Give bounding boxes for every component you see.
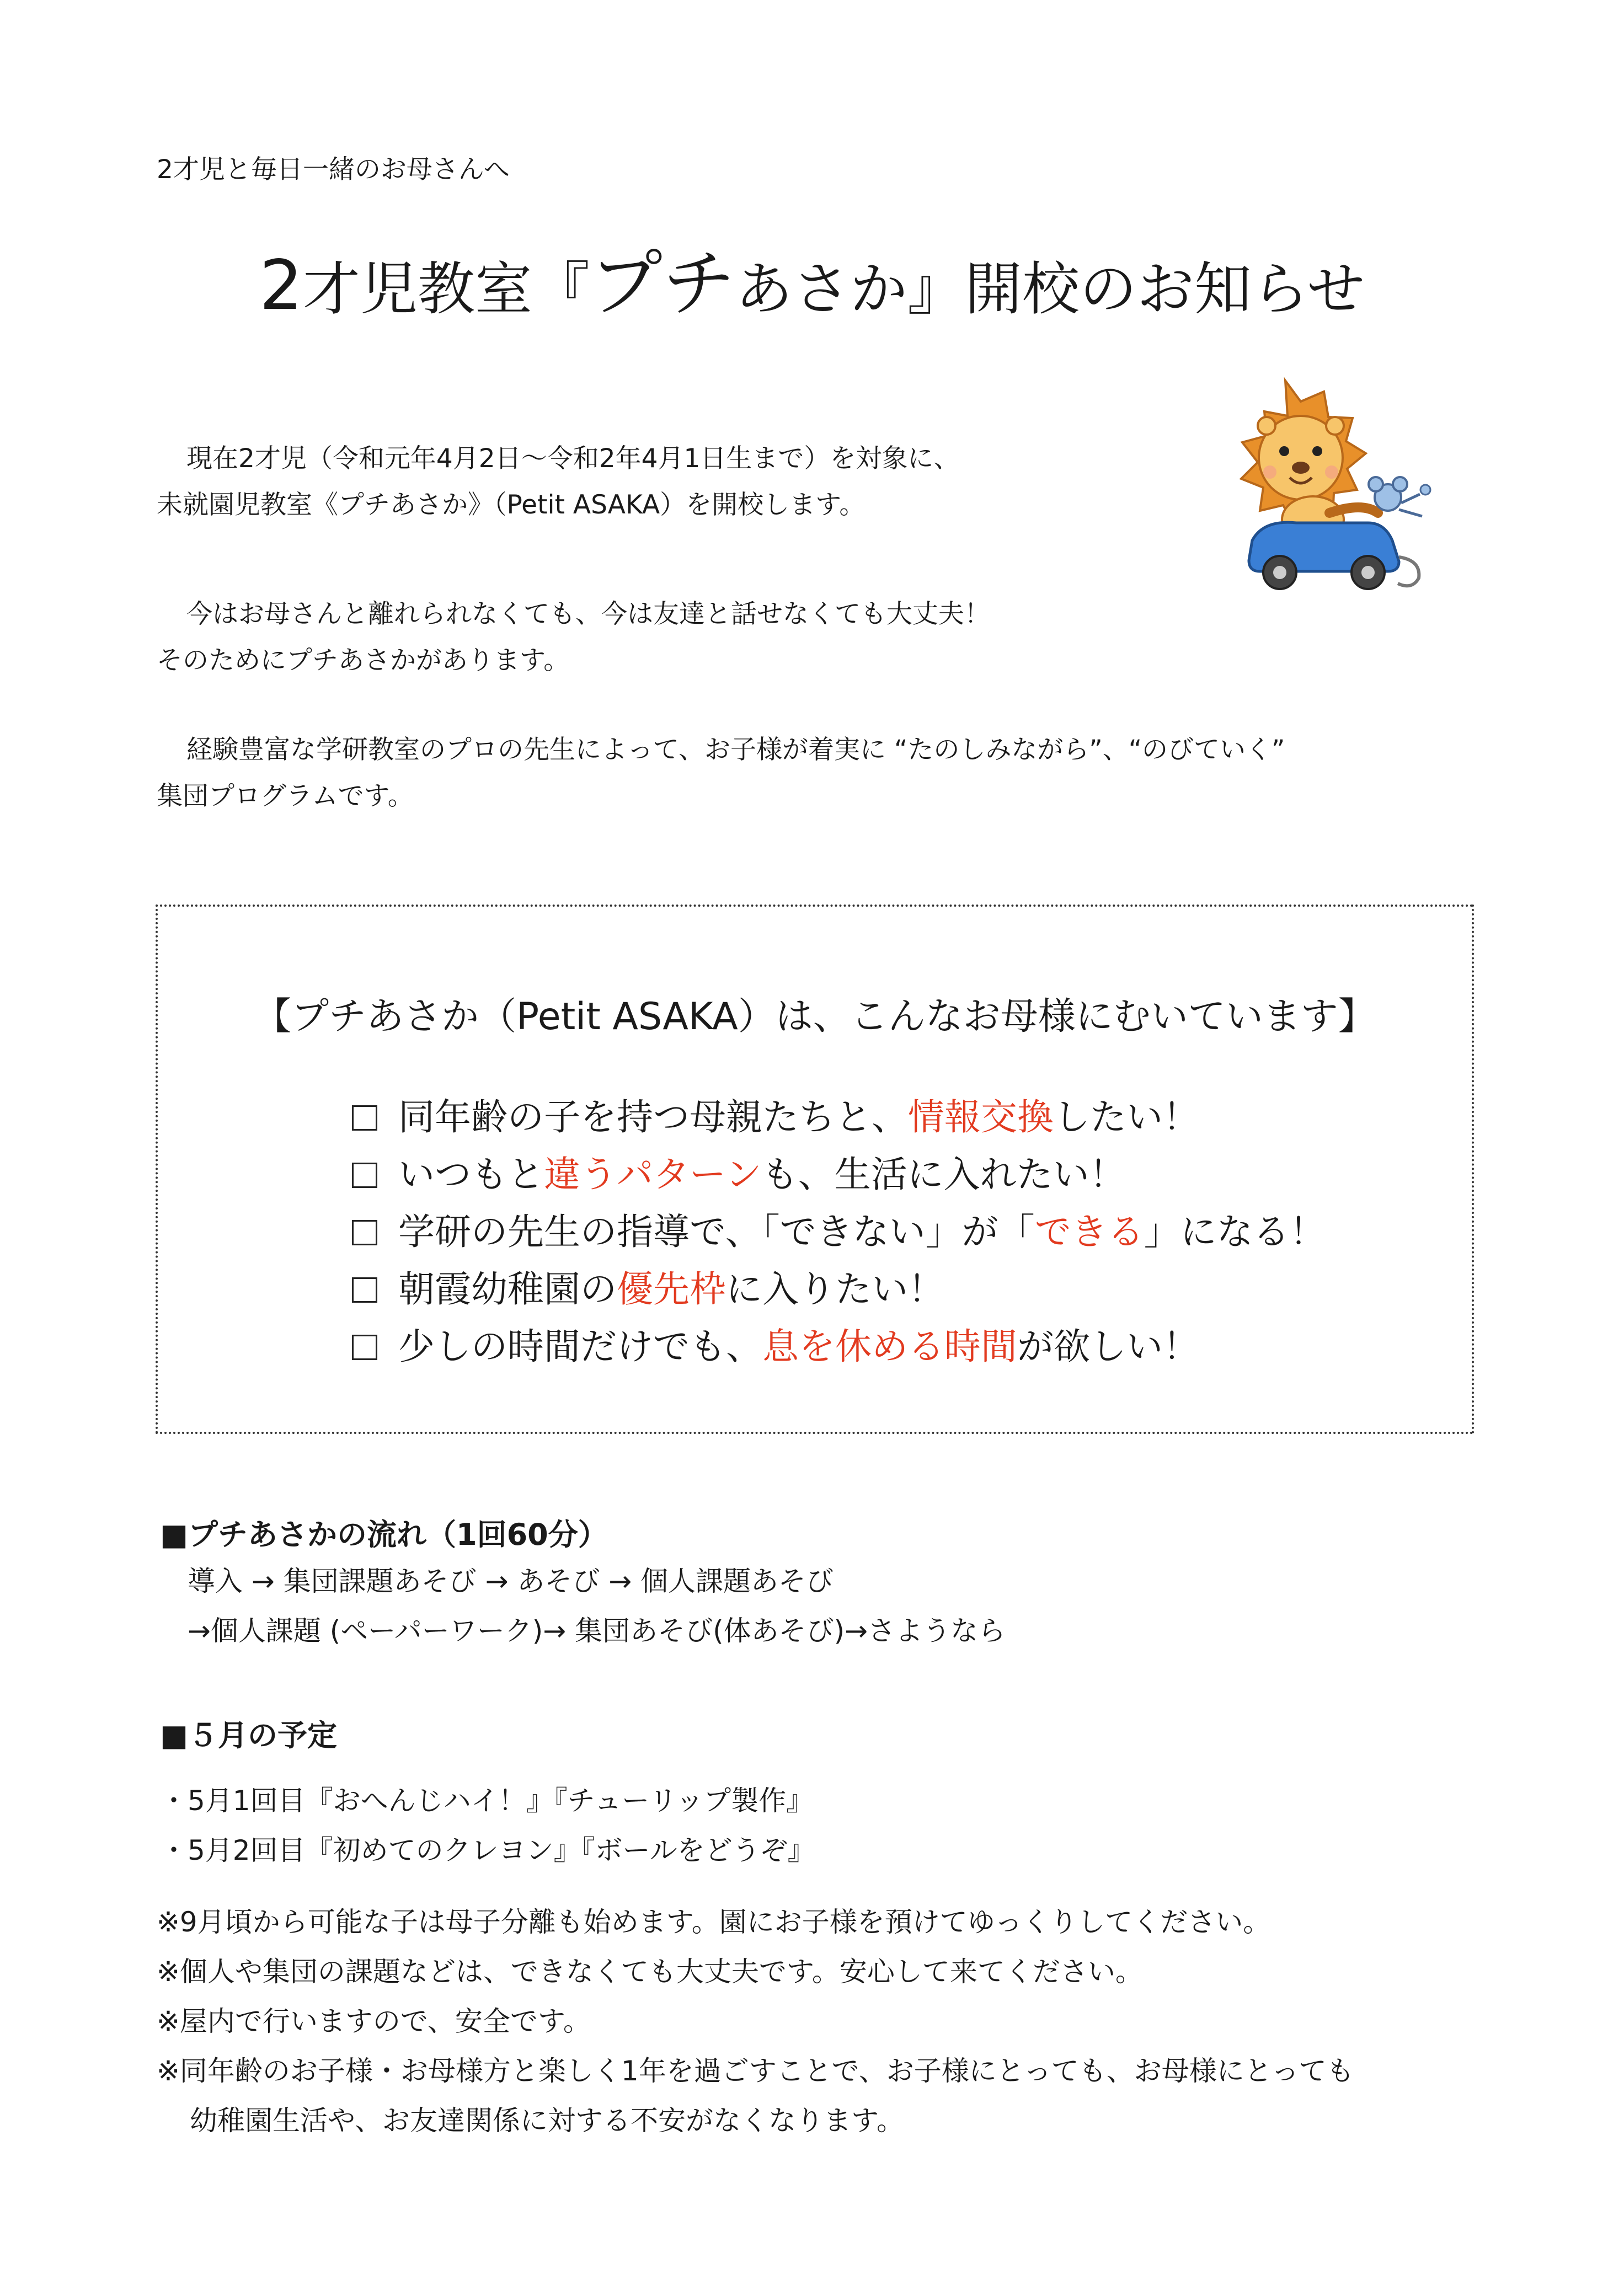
checkbox-icon[interactable] [352,1220,377,1245]
note-item: ※個人や集団の課題などは、できなくても大丈夫です。安心して来てください。 [157,1956,1143,1988]
flow-heading: ■プチあさかの流れ（1回60分） [160,1517,608,1552]
schedule-item: ・5月2回目『初めてのクレヨン』『ボールをどうぞ』 [160,1834,815,1866]
title-part1: 才児教室『 [303,255,590,323]
intro-3-line-1: 経験豊富な学研教室のプロの先生によって、お子様が着実に “たのしみながら”、“のびていく” [186,735,1285,765]
highlight-text: 優先枠 [617,1268,726,1310]
greeting: 2才児と毎日一緒のお母さんへ [157,154,510,185]
panel-heading: 【プチあさか（Petit ASAKA）は、こんなお母様にむいています】 [254,995,1376,1039]
title-num: 2 [259,246,303,325]
may-schedule-heading: ■５月の予定 [160,1718,338,1753]
checkbox-icon[interactable] [352,1277,377,1303]
intro-paragraph-2 [157,591,990,684]
highlight-text: できる [1034,1211,1144,1253]
title-big: プチ [590,242,736,327]
car [1249,522,1419,589]
check-item: 同年齢の子を持つ母親たちと、情報交換したい！ [352,1089,1326,1146]
note-continuation: 幼稚園生活や、お友達関係に対する不安がなくなります。 [190,2105,904,2137]
highlight-text: 息を休める時間 [762,1325,1017,1368]
check-item: いつもと違うパターンも、生活に入れたい！ [352,1146,1326,1203]
check-item: 少しの時間だけでも、息を休める時間が欲しい！ [352,1318,1326,1376]
checklist [352,1089,1326,1376]
lion-in-car-icon [1203,375,1445,607]
intro-2-line-1: 今はお母さんと離れられなくても、今は友達と話せなくても大丈夫！ [186,599,990,629]
checkbox-icon[interactable] [352,1105,377,1131]
intro-1-line-2: 未就園児教室《プチあさか》（Petit ASAKA）を開校します。 [157,490,866,520]
intro-3-line-2: 集団プログラムです。 [157,781,414,811]
flow-line-2: →個人課題 (ペーパーワーク)→ 集団あそび(体あそび)→さようなら [188,1615,1006,1647]
highlight-text: 違うパターン [544,1153,762,1196]
flow-line-1: 導入 → 集団課題あそび → あそび → 個人課題あそび [188,1565,834,1597]
title-part2: あさか』開校のお知らせ [735,255,1365,323]
intro-paragraph-1 [157,436,959,528]
intro-2-line-2: そのためにプチあさかがあります。 [157,645,570,676]
check-item: 朝霞幼稚園の優先枠に入りたい！ [352,1261,1326,1318]
intro-1-line-1: 現在2才児（令和元年4月2日〜令和2年4月1日生まで）を対象に、 [186,443,960,474]
checkbox-icon[interactable] [352,1163,377,1188]
note-item: ※屋内で行いますので、安全です。 [157,2005,591,2037]
flow-steps [188,1556,1006,1656]
note-item: ※9月頃から可能な子は母子分離も始めます。園にお子様を預けてゆっくりしてください。 [157,1906,1271,1938]
may-schedule-list [160,1776,815,1875]
notes [157,1897,1354,2145]
suitability-panel [156,905,1474,1434]
check-item: 学研の先生の指導で、「できない」が「できる」になる！ [352,1203,1326,1261]
intro-paragraph-3 [157,727,1285,820]
note-item: ※同年齢のお子様・お母様方と楽しく1年を過ごすことで、お子様にとっても、お母様にとっても [157,2055,1354,2087]
checkbox-icon[interactable] [352,1335,377,1360]
page-title [0,243,1624,330]
highlight-text: 情報交換 [908,1096,1054,1138]
schedule-item: ・5月1回目『おへんじハイ！』『チューリップ製作』 [160,1785,814,1817]
